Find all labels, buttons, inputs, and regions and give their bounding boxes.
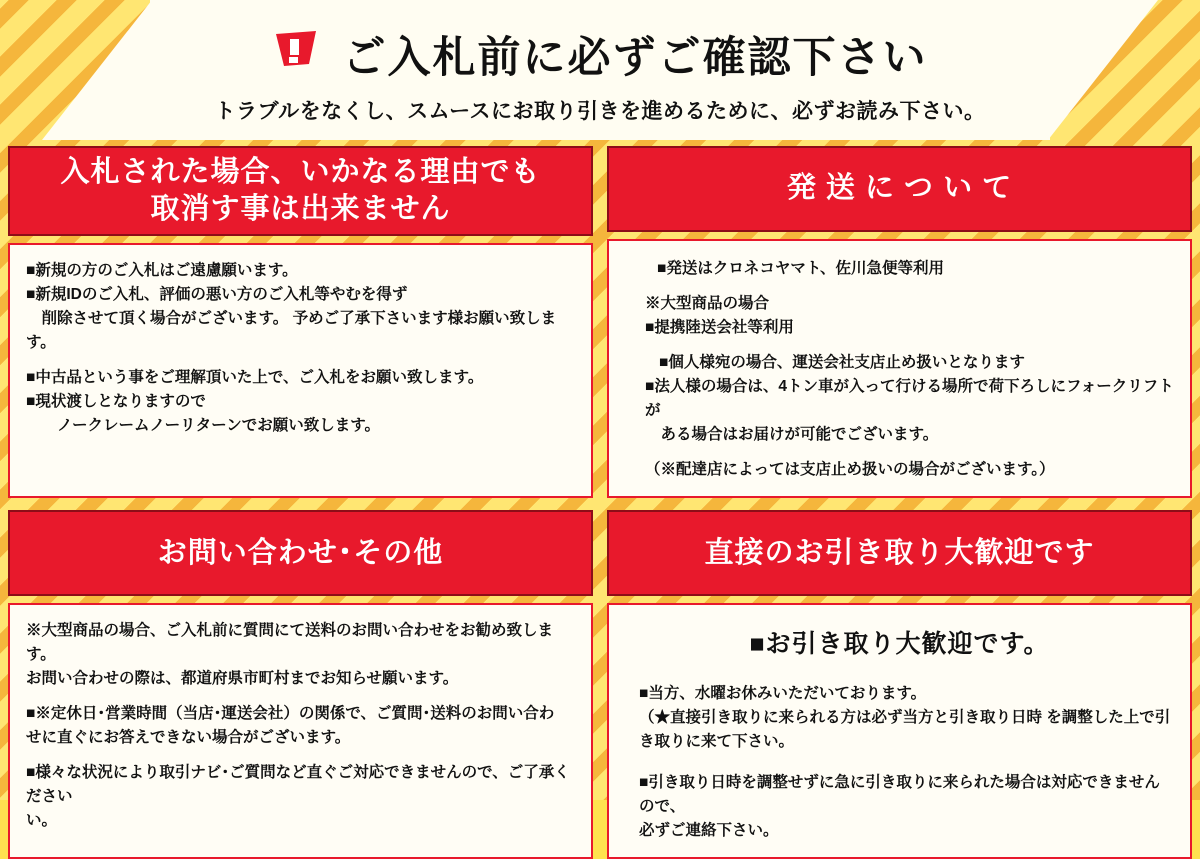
body-line: お問い合わせの際は、都道府県市町村までお知らせ願います。 (26, 670, 459, 688)
panel-shipping (607, 146, 1192, 498)
body-line: ■提携陸送会社等利用 (645, 319, 794, 337)
body-line: い。 (26, 812, 58, 830)
page-title (0, 24, 1200, 85)
panel-pickup-title: 直接のお引き取り大歓迎です (704, 536, 1095, 569)
panel-cancel-policy-title-line-1: 入札された場合、いかなる理由でも (60, 156, 541, 188)
panel-cancel-policy-title-line-2: 取消す事は出来ません (150, 193, 451, 226)
body-line: ■様々な状況により取引ナビ･ご質問など直ぐご対応できませんので、ご了承ください (26, 764, 570, 806)
text-block (625, 682, 1174, 754)
text-block (631, 292, 1176, 340)
body-line: ■現状渡しとなりますので (26, 393, 206, 411)
panel-pickup-header (607, 510, 1192, 596)
panel-inquiry-body (8, 603, 593, 859)
body-line: ※大型商品の場合、ご入札前に質問にて送料のお問い合わせをお勧め致します。 (26, 622, 554, 664)
text-block (631, 257, 1176, 281)
body-line: ■法人様の場合は、4トン車が入って行ける場所で荷下ろしにフォークリフトが (645, 378, 1174, 420)
page-title-text: ご入札前に必ずご確認下さい (342, 34, 928, 82)
text-block (625, 771, 1174, 843)
body-line: ■新規の方のご入札はご遠慮願います。 (26, 262, 298, 280)
body-line: ■発送はクロネコヤマト、佐川急便等利用 (657, 260, 944, 277)
body-line: ノークレームノーリターンでお願い致します。 (26, 417, 381, 435)
body-line: ■個人様宛の場合、運送会社支店止め扱いとなります (659, 354, 1025, 372)
body-line: き取りに来て下さい。 (639, 732, 795, 750)
exclamation-mark-icon (273, 30, 319, 80)
header-subtitle: トラブルをなくし、スムースにお取り引きを進めるために、必ずお読み下さい。 (188, 90, 1011, 132)
body-line: せに直ぐにお答えできない場合がございます。 (26, 729, 351, 747)
body-line: ■中古品という事をご理解頂いた上で、ご入札をお願い致します。 (26, 369, 484, 387)
panel-pickup-body (607, 603, 1192, 859)
body-line: （※配達店によっては支店止め扱いの場合がございます。） (645, 461, 1055, 479)
pickup-body-title: ■お引き取り大歓迎です。 (749, 630, 1050, 659)
body-line: ■新規IDのご入札、評価の悪い方のご入札等やむを得ず (26, 286, 408, 304)
panel-cancel-policy-body (8, 243, 593, 498)
text-block (631, 351, 1176, 447)
header-subtitle-wrap (0, 90, 1200, 132)
text-block (26, 366, 575, 438)
text-block (26, 702, 575, 750)
panel-pickup (607, 510, 1192, 859)
body-line: ある場合はお届けが可能でございます。 (645, 426, 939, 444)
panel-shipping-header (607, 146, 1192, 232)
body-line: 削除させて頂く場合がございます。 予めご了承下さいます様お願い致します。 (26, 310, 557, 352)
body-line: （★直接引き取りに来られる方は必ず当方と引き取り日時 を調整した上で引 (639, 708, 1171, 726)
text-block (26, 619, 575, 691)
panel-inquiry-title: お問い合わせ･その他 (157, 536, 444, 569)
panel-inquiry (8, 510, 593, 859)
body-line: ■※定休日･営業時間（当店･運送会社）の関係で、ご質問･送料のお問い合わ (26, 705, 555, 723)
header-banner (0, 0, 1200, 140)
panel-shipping-title: 発 送 に つ い て (786, 172, 1013, 205)
body-line: ■当方、水曜お休みいただいております。 (639, 684, 927, 702)
text-block (26, 259, 575, 355)
panel-cancel-policy (8, 146, 593, 498)
panel-cancel-policy-header (8, 146, 593, 236)
panel-shipping-body (607, 239, 1192, 498)
text-block (631, 458, 1176, 482)
notice-panel-grid (8, 146, 1192, 839)
body-line: ■引き取り日時を調整せずに急に引き取りに来られた場合は対応できませんので、 (639, 773, 1160, 815)
body-line: 必ずご連絡下さい。 (639, 821, 779, 839)
panel-inquiry-header (8, 510, 593, 596)
text-block (26, 761, 575, 833)
body-line: ※大型商品の場合 (645, 295, 770, 313)
